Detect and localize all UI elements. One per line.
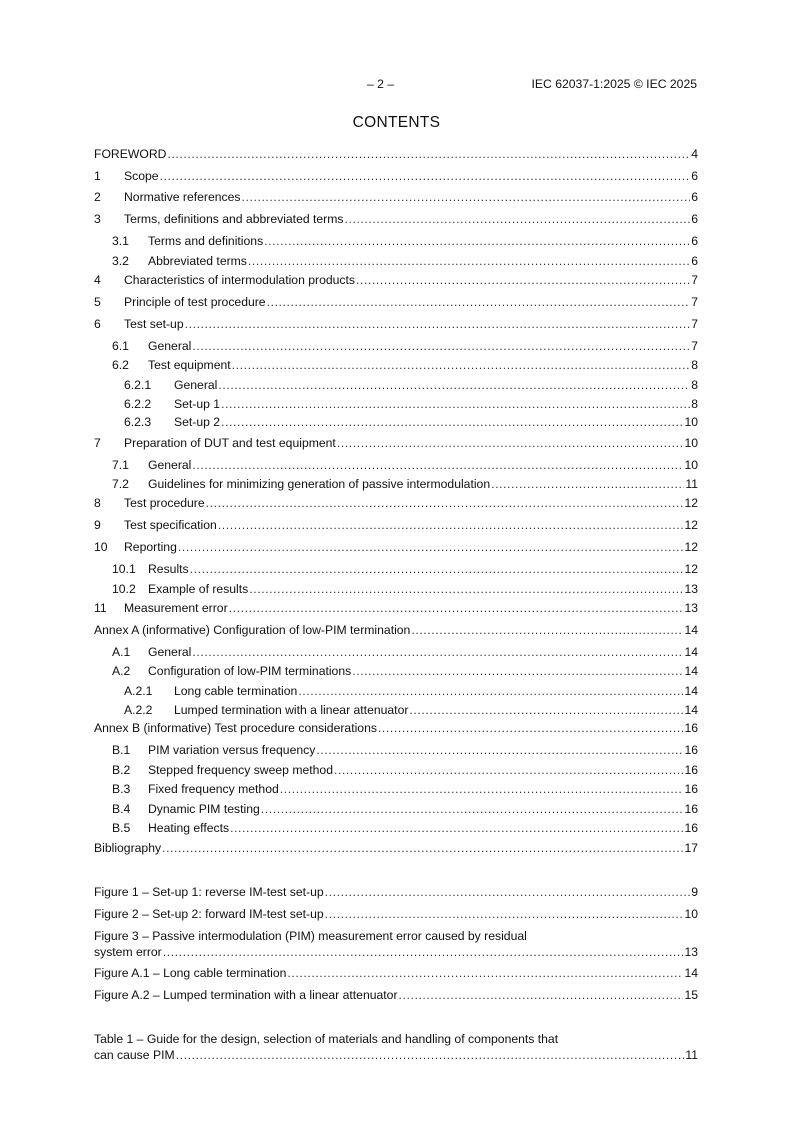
toc-entry-6-2-3[interactable]: 6.2.3 Set-up 2 ..... 10 [94, 414, 698, 430]
figure-entry-3[interactable]: Figure 3 – Passive intermodulation (PIM) measurement error caused by residual system error ..... 13 [94, 928, 698, 960]
toc-entry-8[interactable]: 8 Test procedure ..... 12 [94, 495, 698, 511]
page-header [0, 77, 793, 93]
toc-entry-b-5[interactable]: B.5 Heating effects ..... 16 [94, 820, 698, 836]
figure-entry-a-1[interactable]: Figure A.1 – Long cable termination ..... 14 [94, 965, 698, 981]
toc-entry-10-1[interactable]: 10.1 Results ..... 12 [94, 561, 698, 577]
toc-entry-5[interactable]: 5 Principle of test procedure ..... 7 [94, 294, 698, 310]
page-title: CONTENTS [352, 114, 441, 131]
toc-entry-a-2-2[interactable]: A.2.2 Lumped termination with a linear attenuator ..... 14 [94, 702, 698, 718]
toc-entry-b-1[interactable]: B.1 PIM variation versus frequency ..... 16 [94, 742, 698, 758]
toc-entry-7-2[interactable]: 7.2 Guidelines for minimizing generation of passive intermodulation ..... 11 [94, 476, 698, 492]
toc-entry-7-1[interactable]: 7.1 General ..... 10 [94, 457, 698, 473]
toc-entry-11[interactable]: 11 Measurement error ..... 13 [94, 600, 698, 616]
toc-entry-b-2[interactable]: B.2 Stepped frequency sweep method ..... 16 [94, 762, 698, 778]
toc-entry-a-1[interactable]: A.1 General ..... 14 [94, 644, 698, 660]
toc-entry-1[interactable]: 1 Scope ..... 6 [94, 168, 698, 184]
toc-entry-foreword[interactable]: FOREWORD ..... 4 [94, 146, 698, 162]
toc-entry-7[interactable]: 7 Preparation of DUT and test equipment ..... 10 [94, 435, 698, 451]
toc-entry-3[interactable]: 3 Terms, definitions and abbreviated terms ..... 6 [94, 211, 698, 227]
standard-id: IEC 62037-1:2025 © IEC 2025 [531, 77, 697, 91]
figure-entry-1[interactable]: Figure 1 – Set-up 1: reverse IM-test set-up ..... 9 [94, 884, 698, 900]
toc-entry-6-2[interactable]: 6.2 Test equipment ..... 8 [94, 357, 698, 373]
toc-entry-6[interactable]: 6 Test set-up ..... 7 [94, 316, 698, 332]
toc-entry-10[interactable]: 10 Reporting ..... 12 [94, 539, 698, 555]
toc-entry-a-2[interactable]: A.2 Configuration of low-PIM terminations ..... 14 [94, 663, 698, 679]
figure-entry-a-2[interactable]: Figure A.2 – Lumped termination with a linear attenuator ..... 15 [94, 987, 698, 1003]
toc-entry-3-2[interactable]: 3.2 Abbreviated terms ..... 6 [94, 253, 698, 269]
toc-entry-b-3[interactable]: B.3 Fixed frequency method ..... 16 [94, 781, 698, 797]
toc-entry-10-2[interactable]: 10.2 Example of results ..... 13 [94, 581, 698, 597]
toc-entry-9[interactable]: 9 Test specification ..... 12 [94, 517, 698, 533]
toc-entry-2[interactable]: 2 Normative references ..... 6 [94, 189, 698, 205]
toc-entry-b-4[interactable]: B.4 Dynamic PIM testing ..... 16 [94, 801, 698, 817]
page-number: – 2 – [367, 77, 395, 91]
toc-entry-6-2-2[interactable]: 6.2.2 Set-up 1 ..... 8 [94, 396, 698, 412]
toc-entry-bibliography[interactable]: Bibliography ..... 17 [94, 840, 698, 856]
table-entry-1[interactable]: Table 1 – Guide for the design, selection of materials and handling of components that can cause PIM ..... 11 [94, 1031, 698, 1063]
figure-entry-2[interactable]: Figure 2 – Set-up 2: forward IM-test set-up ..... 10 [94, 906, 698, 922]
toc-entry-6-2-1[interactable]: 6.2.1 General ..... 8 [94, 377, 698, 393]
toc-entry-4[interactable]: 4 Characteristics of intermodulation products ..... 7 [94, 272, 698, 288]
toc-entry-annex-b[interactable]: Annex B (informative) Test procedure considerations ..... 16 [94, 720, 698, 736]
toc-entry-a-2-1[interactable]: A.2.1 Long cable termination ..... 14 [94, 683, 698, 699]
toc-entry-3-1[interactable]: 3.1 Terms and definitions ..... 6 [94, 233, 698, 249]
toc-entry-6-1[interactable]: 6.1 General ..... 7 [94, 338, 698, 354]
toc-entry-annex-a[interactable]: Annex A (informative) Configuration of low-PIM termination ..... 14 [94, 622, 698, 638]
